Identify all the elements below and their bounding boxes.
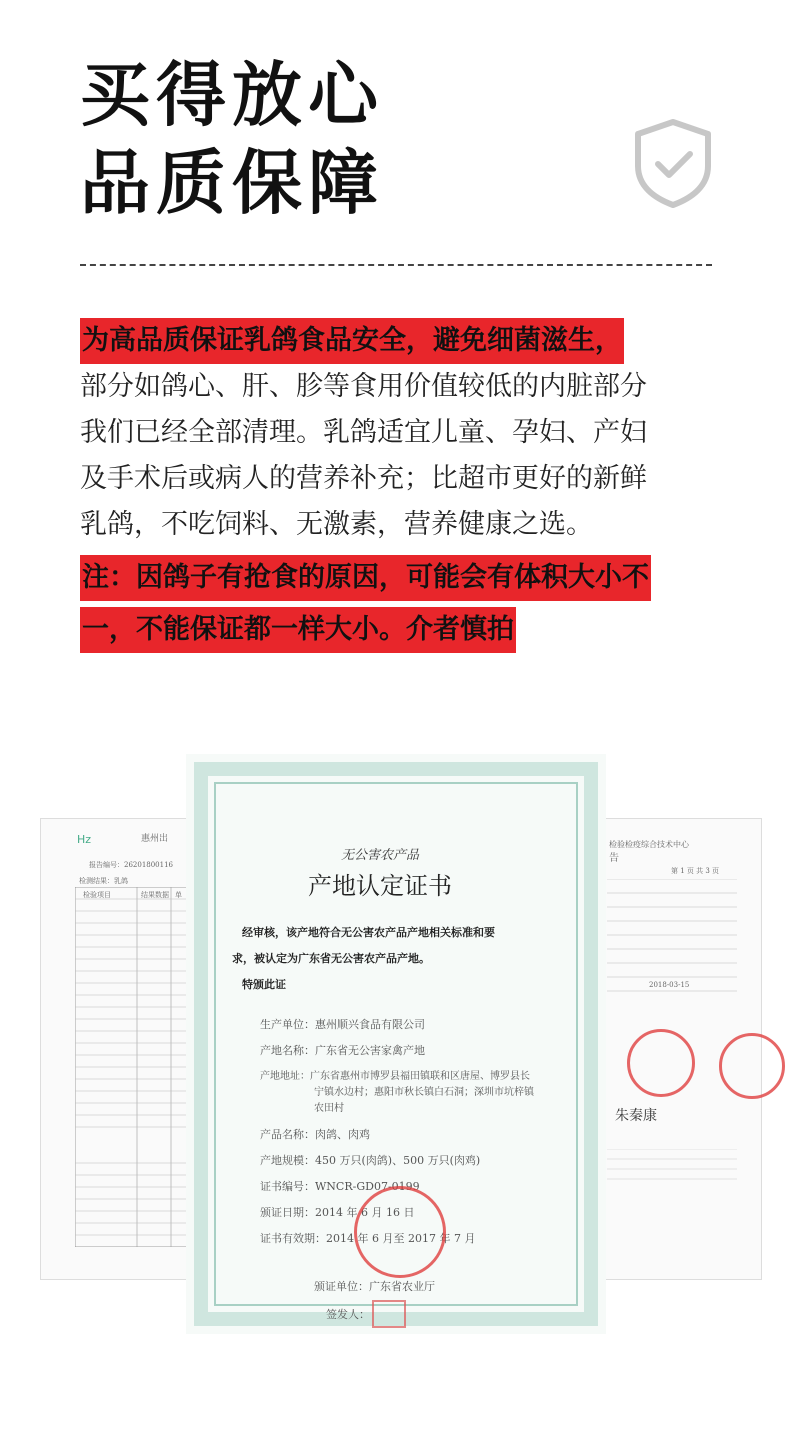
report-org: 惠州出 (141, 834, 169, 844)
report-org-right: 检验检疫综合技术中心 (609, 840, 689, 849)
page-title-line2: 品质保障 (80, 142, 384, 224)
certificate-origin: 产地名称：广东省无公害家禽产地 (260, 1044, 425, 1057)
certificate-image (0, 740, 790, 1360)
report-signature: 朱秦康 (615, 1108, 657, 1124)
certificate-producer: 生产单位：惠州顺兴食品有限公司 (260, 1018, 425, 1031)
shield-check-icon (630, 118, 716, 208)
note-line-2: 一，不能保证都一样大小。介者慎拍 (80, 607, 516, 653)
report-table (75, 887, 187, 1247)
certificate-address-2: 宁镇水边村；惠阳市秋长镇白石洞；深圳市坑梓镇 (314, 1087, 534, 1098)
certificate (186, 754, 606, 1334)
certificate-signer: 签发人： (326, 1308, 370, 1321)
certificate-address-3: 农田村 (314, 1103, 344, 1114)
highlight-line: 为高品质保证乳鸽食品安全，避免细菌滋生， (80, 318, 624, 364)
description-text (80, 318, 720, 548)
certificate-number: 证书编号：WNCR-GD07-0199 (260, 1180, 420, 1193)
divider (80, 264, 712, 266)
page-title-line1: 买得放心 (80, 54, 384, 136)
report-page: 第 1 页 共 3 页 (671, 867, 720, 875)
description-line: 我们已经全部清理。乳鸽适宜儿童、孕妇、产妇 (80, 417, 647, 448)
red-seal-right (627, 1029, 695, 1097)
description-line: 部分如鸽心、肝、胗等食用价值较低的内脏部分 (80, 371, 647, 402)
description-line: 及手术后或病人的营养补充；比超市更好的新鲜 (80, 463, 647, 494)
red-seal-edge (719, 1033, 785, 1099)
report-logo: Hz (77, 833, 92, 846)
certificate-valid: 证书有效期：2014 年 6 月至 2017 年 7 月 (260, 1232, 476, 1245)
certificate-issue-date: 颁证日期：2014 年 6 月 16 日 (260, 1206, 415, 1219)
report-footer (607, 1149, 737, 1189)
test-report-right (600, 818, 762, 1280)
certificate-body-3: 特颁此证 (242, 978, 286, 991)
report-number: 报告编号：26201800116 (89, 861, 173, 869)
note-line-1: 注：因鸽子有抢食的原因，可能会有体积大小不 (80, 555, 651, 601)
certificate-issuer: 颁证单位：广东省农业厅 (314, 1280, 435, 1293)
certificate-title: 产地认定证书 (308, 872, 452, 900)
report-result-label: 检测结果：乳鸽 (79, 877, 128, 885)
certificate-product: 产品名称：肉鸽、肉鸡 (260, 1128, 370, 1141)
size-note (80, 555, 720, 653)
report-col-2: 结果数据 (141, 891, 169, 899)
report-col-1: 检验项目 (83, 891, 111, 899)
report-col-3: 单 (175, 891, 182, 899)
certificate-body-1: 经审核，该产地符合无公害农产品产地相关标准和要 (242, 926, 495, 939)
certificate-address-1: 产地地址：广东省惠州市博罗县福田镇联和区唐屋、博罗县长 (260, 1071, 530, 1082)
red-seal (354, 1186, 446, 1278)
test-report-left (40, 818, 194, 1280)
signature-stamp (372, 1300, 406, 1328)
report-date: 2018-03-15 (649, 981, 690, 989)
report-type: 告 (609, 853, 619, 864)
certificate-header: 无公害农产品 (341, 848, 420, 863)
certificate-body-2: 求，被认定为广东省无公害农产品产地。 (232, 952, 430, 965)
description-line: 乳鸽，不吃饲料、无激素，营养健康之选。 (80, 509, 593, 540)
certificate-scale: 产地规模：450 万只(肉鸽)、500 万只(肉鸡) (260, 1154, 481, 1167)
